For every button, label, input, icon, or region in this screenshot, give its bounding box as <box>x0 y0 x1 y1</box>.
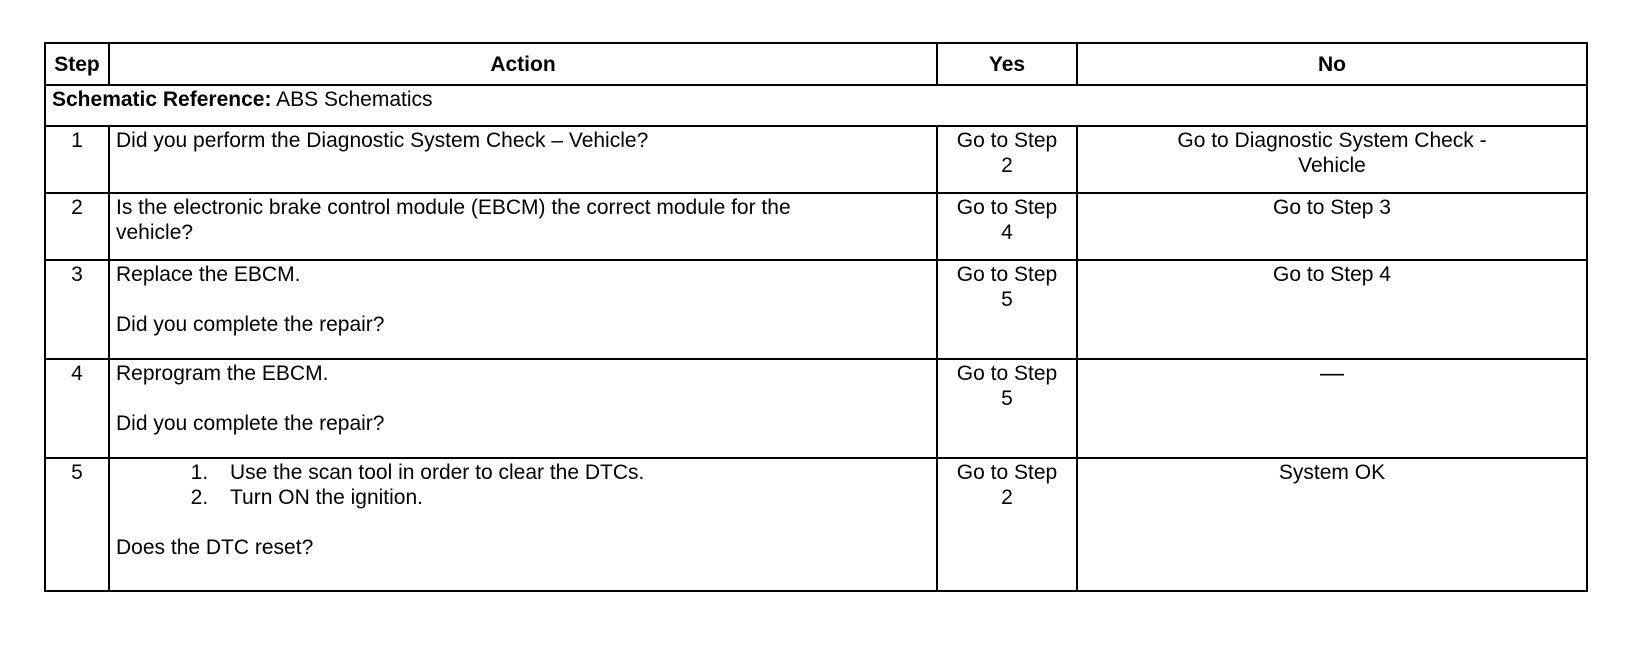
action-question: Did you complete the repair? <box>116 412 385 435</box>
no-text: Go to Step 3 <box>1273 196 1391 219</box>
yes-text: Go to Step <box>956 129 1058 152</box>
no-cell <box>1077 260 1587 359</box>
no-text: Go to Step 4 <box>1273 263 1391 286</box>
no-dash: — <box>1320 360 1344 387</box>
no-text-cont: Vehicle <box>1298 154 1366 177</box>
yes-step: 4 <box>1001 221 1013 244</box>
yes-text: Go to Step <box>956 362 1058 385</box>
no-cell <box>1077 193 1587 260</box>
action-cell <box>109 458 937 591</box>
step-number: 2 <box>45 193 109 260</box>
step-number: 5 <box>45 458 109 591</box>
table-row <box>45 260 1587 359</box>
header-no: No <box>1077 43 1587 85</box>
diagnostic-table <box>44 42 1588 592</box>
action-instruction: Replace the EBCM. <box>116 263 301 286</box>
header-step: Step <box>45 43 109 85</box>
no-cell <box>1077 458 1587 591</box>
step-number: 1 <box>45 126 109 193</box>
action-cell <box>109 126 937 193</box>
spacer <box>116 287 930 312</box>
yes-cell <box>937 359 1077 458</box>
yes-text: Go to Step <box>956 196 1058 219</box>
table-row <box>45 359 1587 458</box>
action-list <box>116 460 930 510</box>
yes-cell <box>937 260 1077 359</box>
step-number: 3 <box>45 260 109 359</box>
schematic-reference-value: ABS Schematics <box>276 88 433 111</box>
yes-text: Go to Step <box>956 461 1058 484</box>
header-row <box>45 43 1587 85</box>
action-instruction: Reprogram the EBCM. <box>116 362 329 385</box>
step-number: 4 <box>45 359 109 458</box>
action-list-item: 2. Turn ON the ignition. <box>214 485 930 510</box>
action-text: Is the electronic brake control module (EBCM) the correct module for the <box>116 196 791 219</box>
action-cell <box>109 260 937 359</box>
yes-step: 5 <box>1001 387 1013 410</box>
action-list-item: 1. Use the scan tool in order to clear the DTCs. <box>214 460 930 485</box>
header-action: Action <box>109 43 937 85</box>
schematic-reference-row <box>45 85 1587 126</box>
table-row <box>45 126 1587 193</box>
action-question: Does the DTC reset? <box>116 536 314 559</box>
yes-text: Go to Step <box>956 263 1058 286</box>
yes-step: 2 <box>1001 486 1013 509</box>
yes-step: 5 <box>1001 288 1013 311</box>
header-yes: Yes <box>937 43 1077 85</box>
schematic-reference <box>45 85 1587 126</box>
yes-cell <box>937 193 1077 260</box>
no-text: System OK <box>1278 461 1386 484</box>
spacer <box>116 510 930 535</box>
no-text: Go to Diagnostic System Check - <box>1177 129 1487 152</box>
no-cell <box>1077 359 1587 458</box>
action-cell <box>109 193 937 260</box>
spacer <box>116 386 930 411</box>
yes-step: 2 <box>1001 154 1013 177</box>
action-question: Did you complete the repair? <box>116 313 385 336</box>
yes-cell <box>937 458 1077 591</box>
action-text-cont: vehicle? <box>116 221 194 244</box>
no-cell <box>1077 126 1587 193</box>
yes-cell <box>937 126 1077 193</box>
schematic-reference-label: Schematic Reference: <box>52 88 272 111</box>
table-row <box>45 193 1587 260</box>
table-row <box>45 458 1587 591</box>
action-text: Did you perform the Diagnostic System Check – Vehicle? <box>116 129 649 152</box>
action-cell <box>109 359 937 458</box>
